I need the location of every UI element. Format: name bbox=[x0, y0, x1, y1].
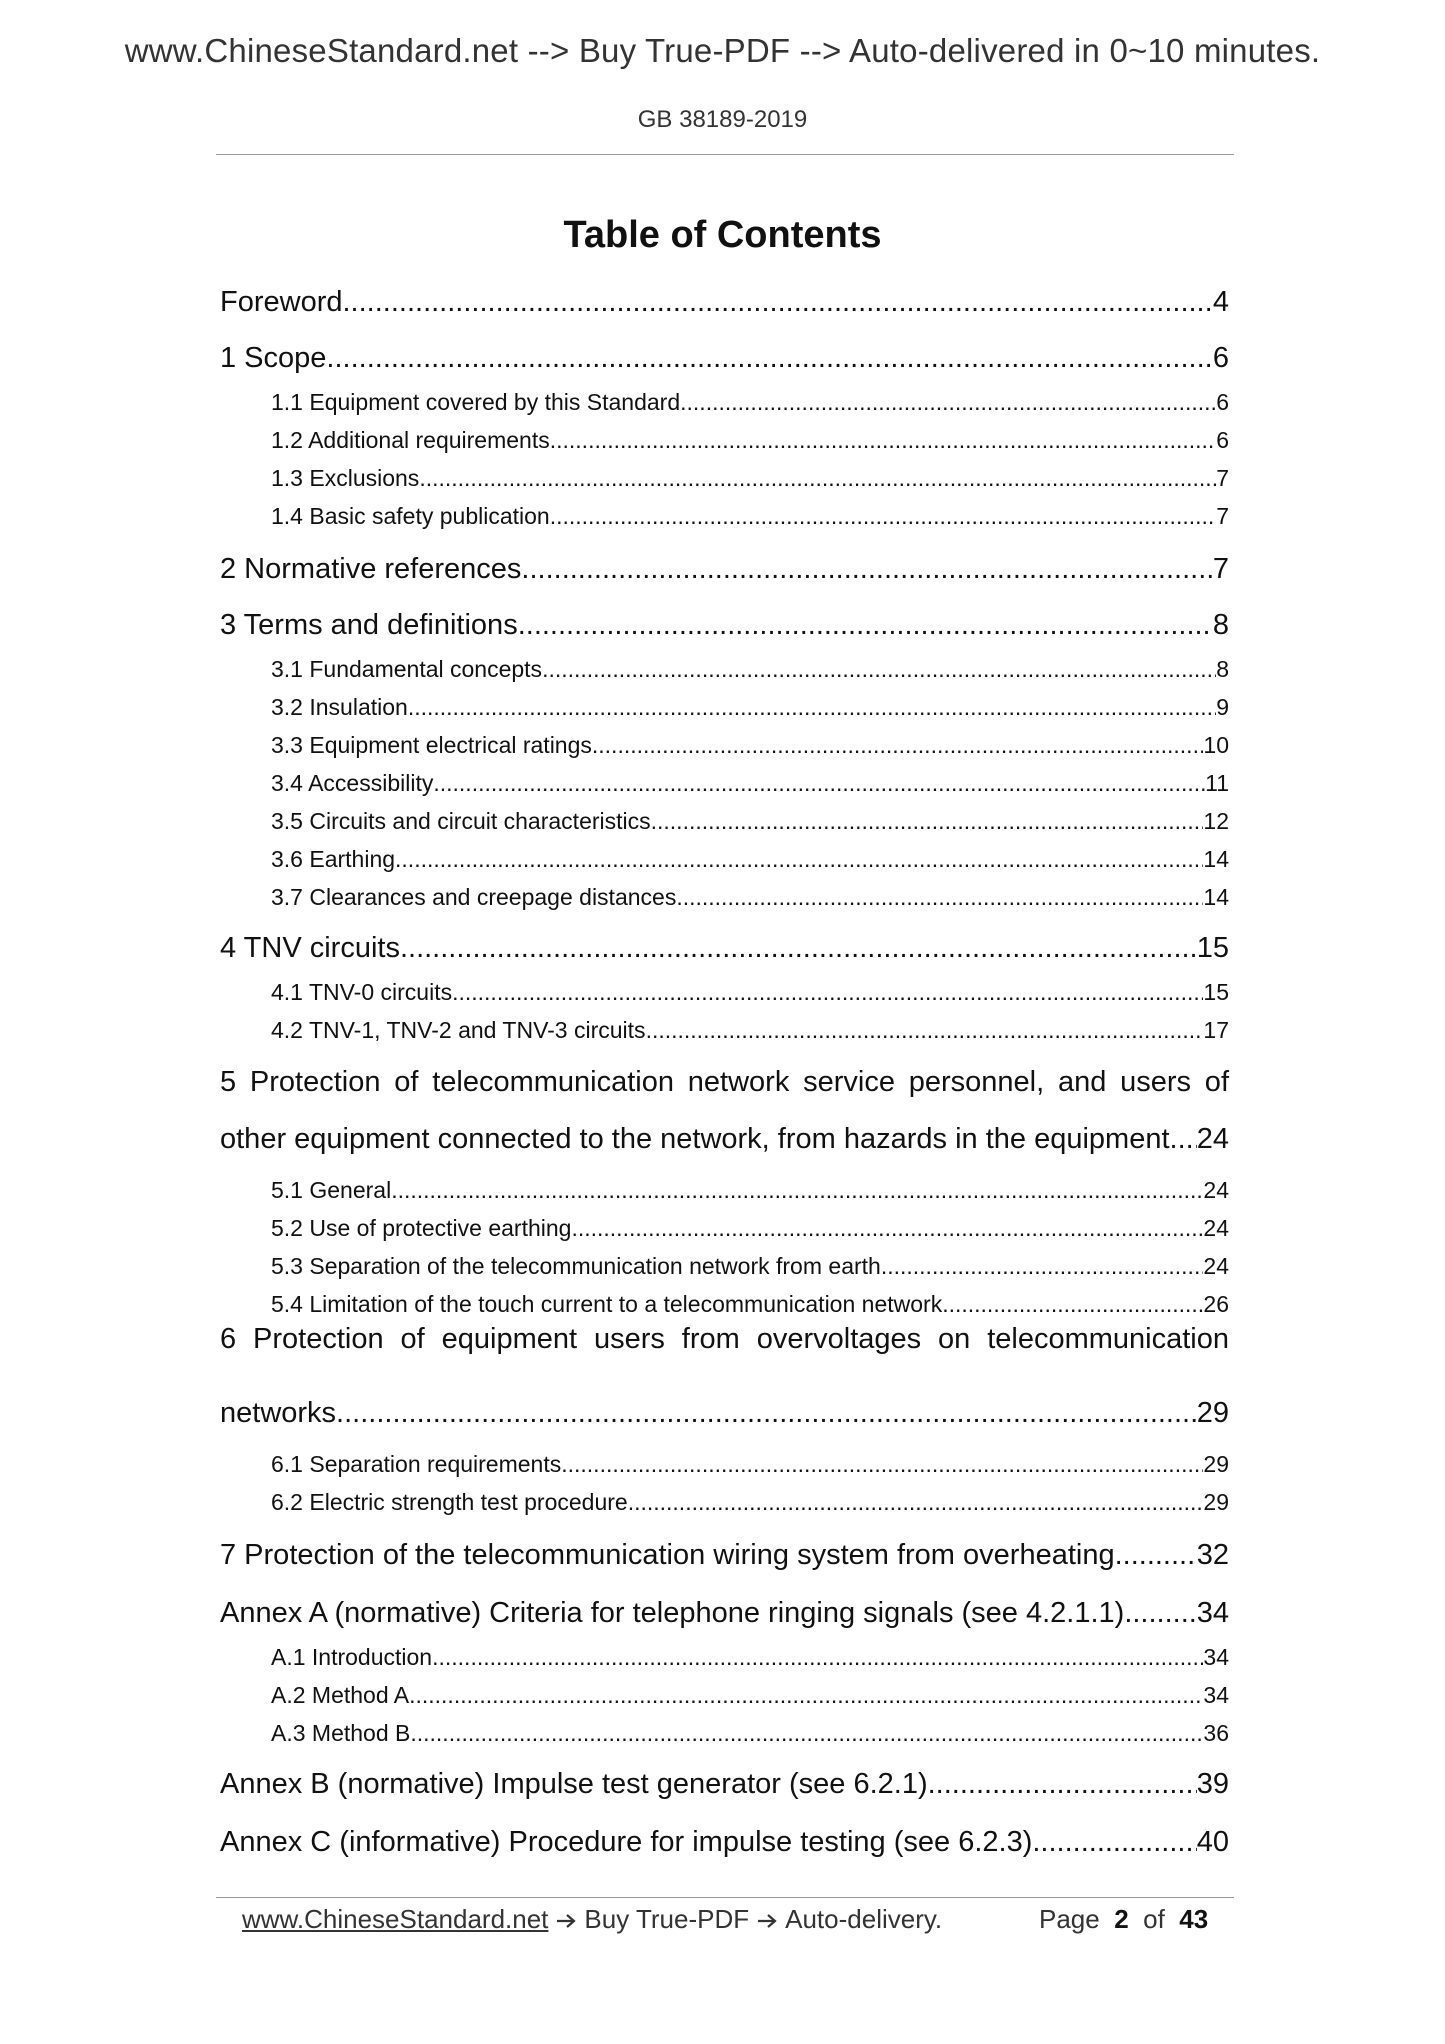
dot-leader bbox=[410, 1720, 1203, 1747]
arrow-right-icon bbox=[757, 1913, 779, 1929]
toc-entry[interactable] bbox=[220, 1826, 1229, 1859]
dot-leader bbox=[408, 694, 1216, 721]
toc-entry[interactable] bbox=[220, 1397, 1229, 1430]
dot-leader bbox=[680, 389, 1216, 416]
toc-page-number: 24 bbox=[1203, 1177, 1229, 1203]
toc-subentry[interactable] bbox=[271, 1177, 1229, 1204]
toc-page-number: 36 bbox=[1203, 1720, 1229, 1746]
toc-subentry[interactable] bbox=[271, 1291, 1229, 1318]
toc-page-number: 11 bbox=[1205, 770, 1229, 796]
toc-entry-label: 1.3 Exclusions bbox=[271, 465, 420, 491]
dot-leader bbox=[881, 1253, 1204, 1280]
toc-entry-label: 4.2 TNV-1, TNV-2 and TNV-3 circuits bbox=[271, 1017, 646, 1043]
toc-subentry[interactable] bbox=[271, 846, 1229, 873]
toc-entry-label: Annex A (normative) Criteria for telephone ringing signals (see 4.2.1.1) bbox=[220, 1597, 1125, 1629]
toc-page-number: 24 bbox=[1203, 1215, 1229, 1241]
dot-leader bbox=[550, 427, 1216, 454]
toc-entry[interactable] bbox=[220, 609, 1229, 642]
toc-page-number: 34 bbox=[1203, 1644, 1229, 1670]
toc-entry-label: 6.2 Electric strength test procedure bbox=[271, 1489, 628, 1515]
dot-leader bbox=[561, 1451, 1203, 1478]
current-page-number: 2 bbox=[1114, 1904, 1129, 1934]
toc-entry-label: 5.4 Limitation of the touch current to a telecommunication network bbox=[271, 1291, 943, 1317]
toc-entry[interactable] bbox=[220, 1768, 1229, 1801]
toc-entry[interactable] bbox=[220, 932, 1229, 965]
toc-subentry[interactable] bbox=[271, 1720, 1229, 1747]
toc-page-number: 12 bbox=[1203, 808, 1229, 834]
toc-entry-label: 2 Normative references bbox=[220, 553, 522, 585]
dot-leader bbox=[432, 1644, 1203, 1671]
toc-entry[interactable] bbox=[220, 553, 1229, 586]
toc-entry-heading-line[interactable]: 5 Protection of telecommunication network service personnel, and users of bbox=[220, 1066, 1229, 1098]
dot-leader bbox=[928, 1768, 1197, 1801]
document-code: GB 38189-2019 bbox=[637, 106, 808, 133]
toc-entry-label: 5.3 Separation of the telecommunication network from earth bbox=[271, 1253, 881, 1279]
toc-page-number: 14 bbox=[1203, 846, 1229, 872]
arrow-right-icon bbox=[556, 1913, 578, 1929]
dot-leader bbox=[651, 808, 1204, 835]
toc-entry-label: 4.1 TNV-0 circuits bbox=[271, 979, 453, 1005]
toc-entry-label: other equipment connected to the network, from hazards in the equipment bbox=[220, 1123, 1170, 1155]
toc-subentry[interactable] bbox=[271, 1489, 1229, 1516]
page-indicator bbox=[1039, 1904, 1208, 1935]
toc-entry-heading-line[interactable]: 6 Protection of equipment users from overvoltages on telecommunication bbox=[220, 1323, 1229, 1355]
toc-entry-label: 5.1 General bbox=[271, 1177, 392, 1203]
toc-page-number: 7 bbox=[1216, 465, 1229, 491]
toc-page-number: 9 bbox=[1216, 694, 1229, 720]
dot-leader bbox=[391, 1177, 1203, 1204]
toc-entry-label: 3.7 Clearances and creepage distances bbox=[271, 884, 677, 910]
toc-entry[interactable] bbox=[220, 342, 1229, 375]
toc-entry-label: 4 TNV circuits bbox=[220, 932, 400, 964]
toc-page-number: 8 bbox=[1212, 609, 1229, 641]
dot-leader bbox=[942, 1291, 1203, 1318]
page-footer bbox=[0, 1900, 1445, 1940]
dot-leader bbox=[542, 656, 1216, 683]
toc-page-number: 29 bbox=[1203, 1451, 1229, 1477]
toc-entry-label: 1.1 Equipment covered by this Standard bbox=[271, 389, 681, 415]
toc-entry-label: 1.4 Basic safety publication bbox=[271, 503, 550, 529]
toc-subentry[interactable] bbox=[271, 732, 1229, 759]
toc-entry[interactable] bbox=[220, 286, 1229, 319]
toc-subentry[interactable] bbox=[271, 1253, 1229, 1280]
toc-page-number: 39 bbox=[1196, 1768, 1229, 1800]
toc-page-number: 29 bbox=[1203, 1489, 1229, 1515]
toc-subentry[interactable] bbox=[271, 884, 1229, 911]
dot-leader bbox=[518, 609, 1213, 642]
toc-entry-label: 3.4 Accessibility bbox=[271, 770, 434, 796]
toc-page-number: 26 bbox=[1203, 1291, 1229, 1317]
toc-entry-label: Annex C (informative) Procedure for impulse testing (see 6.2.3) bbox=[220, 1826, 1033, 1858]
toc-page-number: 34 bbox=[1196, 1597, 1229, 1629]
dot-leader bbox=[1115, 1539, 1197, 1572]
toc-page-number: 34 bbox=[1203, 1682, 1229, 1708]
toc-subentry[interactable] bbox=[271, 1682, 1229, 1709]
toc-subentry[interactable] bbox=[271, 427, 1229, 454]
dot-leader bbox=[521, 553, 1212, 586]
toc-entry[interactable] bbox=[220, 1123, 1229, 1156]
toc-entry-label: A.1 Introduction bbox=[271, 1644, 433, 1670]
toc-page-number: 17 bbox=[1203, 1017, 1229, 1043]
dot-leader bbox=[343, 286, 1213, 319]
toc-page-number: 15 bbox=[1196, 932, 1229, 964]
dot-leader bbox=[1124, 1597, 1196, 1630]
toc-subentry[interactable] bbox=[271, 979, 1229, 1006]
dot-leader bbox=[326, 342, 1212, 375]
toc-entry[interactable] bbox=[220, 1597, 1229, 1630]
toc-subentry[interactable] bbox=[271, 656, 1229, 683]
toc-entry-label: 3.5 Circuits and circuit characteristics bbox=[271, 808, 651, 834]
dot-leader bbox=[419, 465, 1216, 492]
toc-entry-label: A.3 Method B bbox=[271, 1720, 411, 1746]
toc-subentry[interactable] bbox=[271, 770, 1229, 797]
dot-leader bbox=[433, 770, 1205, 797]
footer-divider bbox=[216, 1897, 1234, 1898]
dot-leader bbox=[592, 732, 1204, 759]
total-page-count: 43 bbox=[1179, 1904, 1209, 1934]
dot-leader bbox=[571, 1215, 1203, 1242]
toc-entry-label: 3.2 Insulation bbox=[271, 694, 408, 720]
dot-leader bbox=[336, 1397, 1197, 1430]
toc-page-number: 7 bbox=[1212, 553, 1229, 585]
toc-entry-label: 7 Protection of the telecommunication wiring system from overheating bbox=[220, 1539, 1115, 1571]
toc-subentry[interactable] bbox=[271, 1215, 1229, 1242]
toc-page-number: 10 bbox=[1203, 732, 1229, 758]
toc-subentry[interactable] bbox=[271, 1644, 1229, 1671]
dot-leader bbox=[395, 846, 1203, 873]
toc-entry[interactable] bbox=[220, 1539, 1229, 1572]
dot-leader bbox=[550, 503, 1216, 530]
toc-entry-label: 3 Terms and definitions bbox=[220, 609, 518, 641]
toc-page-number: 7 bbox=[1216, 503, 1229, 529]
dot-leader bbox=[628, 1489, 1204, 1516]
toc-subentry[interactable] bbox=[271, 465, 1229, 492]
toc-page-number: 32 bbox=[1196, 1539, 1229, 1571]
website-link[interactable]: www.ChineseStandard.net bbox=[242, 1904, 549, 1934]
toc-entry-label: 1 Scope bbox=[220, 342, 327, 374]
toc-entry-label: 3.1 Fundamental concepts bbox=[271, 656, 543, 682]
auto-delivery-text: Auto-delivery. bbox=[785, 1904, 943, 1934]
toc-page-number: 29 bbox=[1196, 1397, 1229, 1429]
toc-subentry[interactable] bbox=[271, 503, 1229, 530]
toc-page-number: 15 bbox=[1203, 979, 1229, 1005]
toc-subentry[interactable] bbox=[271, 1017, 1229, 1044]
toc-subentry[interactable] bbox=[271, 389, 1229, 416]
toc-page-number: 8 bbox=[1216, 656, 1229, 682]
toc-page-number: 24 bbox=[1203, 1253, 1229, 1279]
footer-links bbox=[242, 1904, 942, 1935]
toc-entry-label: Foreword bbox=[220, 286, 343, 318]
toc-entry-label: 6.1 Separation requirements bbox=[271, 1451, 562, 1477]
toc-entry-label: networks bbox=[220, 1397, 337, 1429]
toc-page-number: 24 bbox=[1196, 1123, 1229, 1155]
dot-leader bbox=[676, 884, 1203, 911]
toc-entry-label: 3.3 Equipment electrical ratings bbox=[271, 732, 592, 758]
toc-entry-label: Annex B (normative) Impulse test generator (see 6.2.1) bbox=[220, 1768, 928, 1800]
toc-entry-label: 5.2 Use of protective earthing bbox=[271, 1215, 572, 1241]
toc-subentry[interactable] bbox=[271, 808, 1229, 835]
page-label: Page bbox=[1039, 1904, 1100, 1934]
toc-page-number: 4 bbox=[1212, 286, 1229, 318]
page-title: Table of Contents bbox=[563, 214, 882, 256]
dot-leader bbox=[646, 1017, 1204, 1044]
toc-page-number: 6 bbox=[1212, 342, 1229, 374]
toc-entry-label: 3.6 Earthing bbox=[271, 846, 396, 872]
toc-subentry[interactable] bbox=[271, 1451, 1229, 1478]
dot-leader bbox=[452, 979, 1203, 1006]
dot-leader bbox=[400, 932, 1197, 965]
buy-pdf-text: Buy True-PDF bbox=[584, 1904, 750, 1934]
toc-page-number: 14 bbox=[1203, 884, 1229, 910]
toc-page-number: 6 bbox=[1216, 427, 1229, 453]
top-banner: www.ChineseStandard.net --> Buy True-PDF --> Auto-delivered in 0~10 minutes. bbox=[124, 32, 1321, 69]
dot-leader bbox=[409, 1682, 1203, 1709]
toc-entry-label: 1.2 Additional requirements bbox=[271, 427, 550, 453]
toc-page-number: 6 bbox=[1216, 389, 1229, 415]
toc-subentry[interactable] bbox=[271, 694, 1229, 721]
toc-entry-label: A.2 Method A bbox=[271, 1682, 410, 1708]
dot-leader bbox=[1032, 1826, 1196, 1859]
dot-leader bbox=[1170, 1123, 1197, 1156]
toc-page-number: 40 bbox=[1196, 1826, 1229, 1858]
of-label: of bbox=[1143, 1904, 1165, 1934]
